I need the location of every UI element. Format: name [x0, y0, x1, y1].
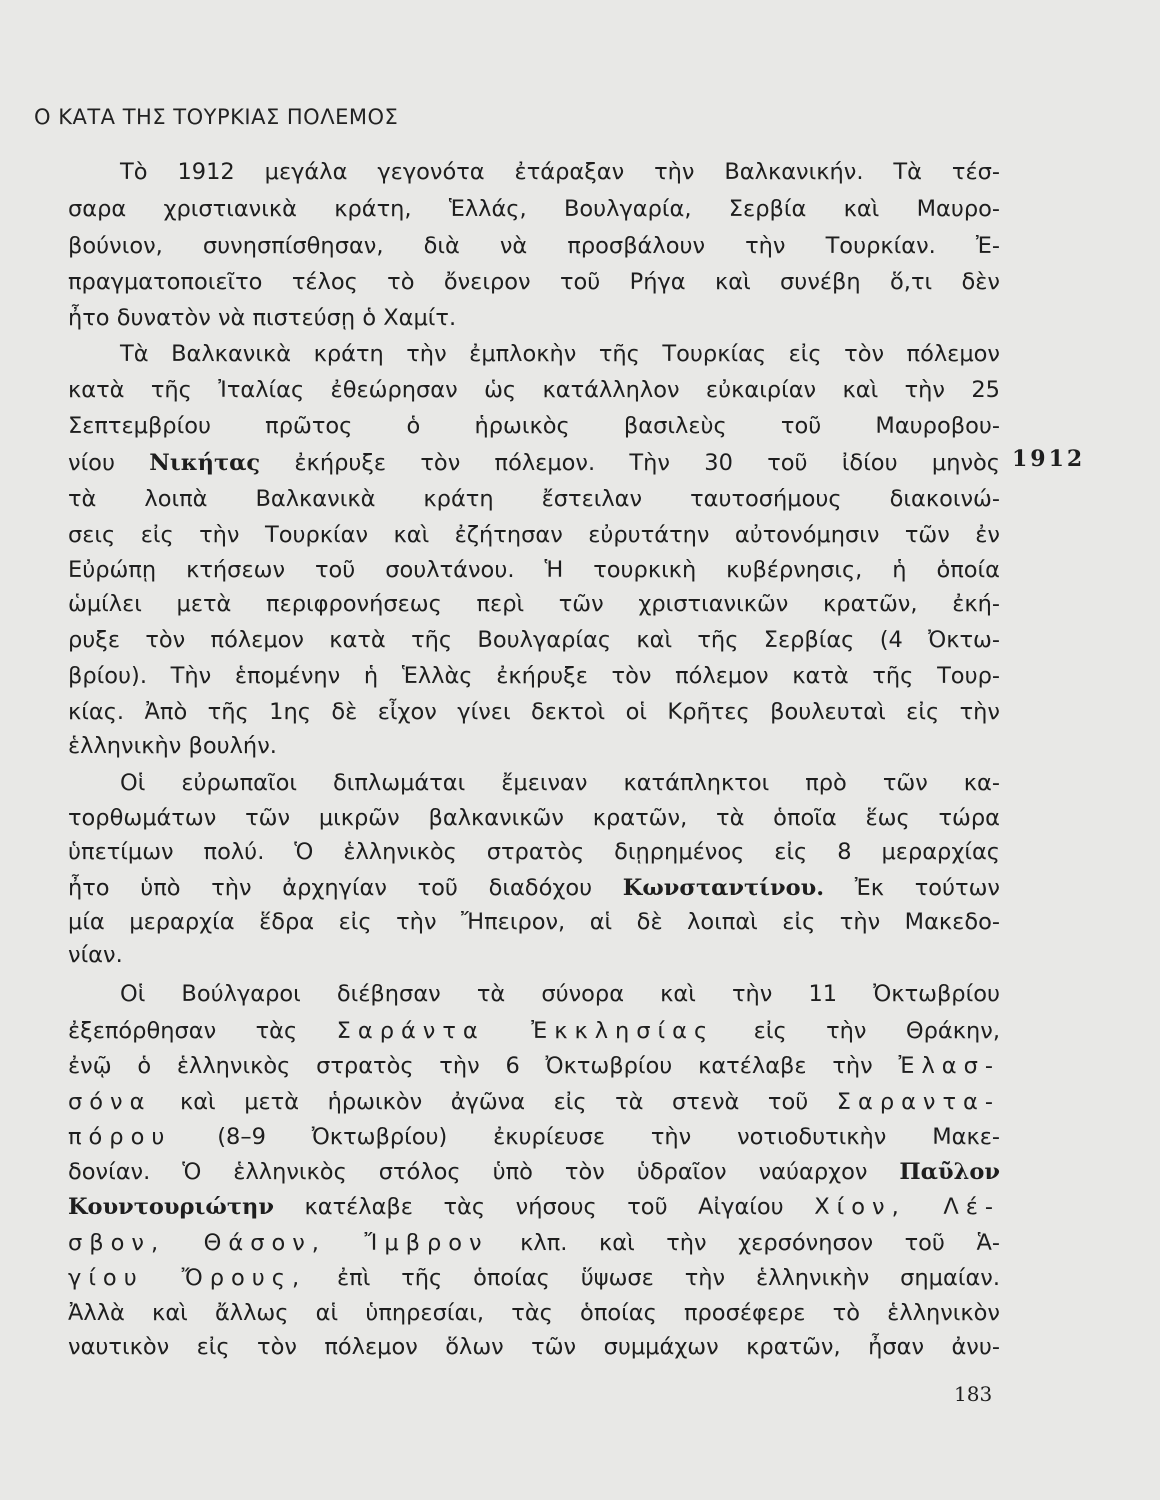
- page-number: 183: [954, 1382, 993, 1406]
- text-line: [68, 731, 1000, 761]
- text-line: [68, 520, 1000, 550]
- spaced-text: Χίον, Λέ-: [814, 1194, 1000, 1220]
- text-segment: νίου: [68, 450, 150, 476]
- text-segment: ἦτο ὑπὸ τὴν ἀρχηγίαν τοῦ διαδόχου: [68, 875, 623, 901]
- text-line: [68, 231, 1000, 261]
- text-line: [120, 339, 1000, 369]
- text-line: [68, 1157, 1000, 1187]
- text-line: [68, 1228, 1000, 1258]
- text-segment: ἦτο δυνατὸν νὰ πιστεύσῃ ὁ Χαμίτ.: [68, 305, 457, 331]
- text-segment: πραγματοποιεῖτο τέλος τὸ ὄνειρον τοῦ Ρήγα καὶ συνέβη ὅ,τι δὲν: [68, 269, 1000, 295]
- text-line: [68, 411, 1000, 441]
- text-line: [68, 837, 1000, 867]
- text-segment: Οἱ εὐρωπαῖοι διπλωμάται ἔμειναν κατάπληκτοι πρὸ τῶν κα-: [120, 770, 1000, 796]
- text-line: [68, 484, 1000, 514]
- text-segment: βούνιον, συνησπίσθησαν, διὰ νὰ προσβάλουν τὴν Τουρκίαν. Ἐ-: [68, 233, 1000, 259]
- text-line: [68, 803, 1000, 833]
- text-segment: τορθωμάτων τῶν μικρῶν βαλκανικῶν κρατῶν, τὰ ὁποῖα ἕως τώρα: [68, 805, 1000, 831]
- text-segment: ὑπετίμων πολύ. Ὁ ἑλληνικὸς στρατὸς διῃρημένος εἰς 8 μεραρχίας: [68, 839, 1000, 865]
- text-line: [68, 1122, 1000, 1152]
- bold-name: Νικήτας: [149, 450, 261, 476]
- text-line: [68, 1298, 1000, 1328]
- spaced-text: Σαράντα Ἐκκλησίας: [336, 1018, 715, 1044]
- margin-year-note: 1912: [1012, 446, 1086, 472]
- text-line: [120, 979, 1000, 1009]
- text-line: [68, 267, 1000, 297]
- text-line: [68, 589, 1000, 619]
- text-segment: κατὰ τῆς Ἰταλίας ἐθεώρησαν ὡς κατάλληλον εὐκαιρίαν καὶ τὴν 25: [68, 377, 1000, 403]
- text-segment: μία μεραρχία ἕδρα εἰς τὴν Ἤπειρον, αἱ δὲ λοιπαὶ εἰς τὴν Μακεδο-: [68, 909, 1000, 935]
- text-segment: Ἐκ τούτων: [824, 875, 1000, 901]
- text-segment: Ἀλλὰ καὶ ἄλλως αἱ ὑπηρεσίαι, τὰς ὁποίας προσέφερε τὸ ἑλληνικὸν: [68, 1300, 1000, 1326]
- bold-name: Κουντουριώτην: [68, 1194, 274, 1220]
- text-segment: κατέλαβε τὰς νήσους τοῦ Αἰγαίου: [273, 1194, 815, 1220]
- text-line: [68, 1332, 1000, 1362]
- spaced-text: σόνα: [68, 1089, 152, 1115]
- text-segment: σεις εἰς τὴν Τουρκίαν καὶ ἐζήτησαν εὐρυτάτην αὐτονόμησιν τῶν ἐν: [68, 522, 1000, 548]
- text-segment: ἐνῷ ὁ ἑλληνικὸς στρατὸς τὴν 6 Ὀκτωβρίου κατέλαβε τὴν: [68, 1053, 899, 1079]
- text-segment: κίας. Ἀπὸ τῆς 1ης δὲ εἶχον γίνει δεκτοὶ οἱ Κρῆτες βουλευταὶ εἰς τὴν: [68, 699, 1000, 725]
- text-segment: ναυτικὸν εἰς τὸν πόλεμον ὅλων τῶν συμμάχων κρατῶν, ἦσαν ἀνυ-: [68, 1334, 1000, 1360]
- text-segment: Εὐρώπῃ κτήσεων τοῦ σουλτάνου. Ἡ τουρκικὴ κυβέρνησις, ἡ ὁποία: [68, 557, 1000, 583]
- text-line: [68, 907, 1000, 937]
- text-line: [120, 768, 1000, 798]
- text-segment: τὰ λοιπὰ Βαλκανικὰ κράτη ἔστειλαν ταυτοσήμους διακοινώ-: [68, 486, 1000, 512]
- text-segment: ἑλληνικὴν βουλήν.: [68, 733, 277, 759]
- text-line: [68, 194, 1000, 224]
- text-line: [68, 448, 1000, 478]
- text-segment: ὡμίλει μετὰ περιφρονήσεως περὶ τῶν χριστιανικῶν κρατῶν, ἐκή-: [68, 591, 1000, 617]
- text-line: [68, 625, 1000, 655]
- text-segment: Τὰ Βαλκανικὰ κράτη τὴν ἐμπλοκὴν τῆς Τουρκίας εἰς τὸν πόλεμον: [120, 341, 1000, 367]
- text-segment: νίαν.: [68, 942, 123, 968]
- text-segment: βρίου). Τὴν ἑπομένην ἡ Ἑλλὰς ἐκήρυξε τὸν πόλεμον κατὰ τῆς Τουρ-: [68, 663, 1000, 689]
- text-segment: (8–9 Ὀκτωβρίου) ἐκυρίευσε τὴν νοτιοδυτικὴν Μακε-: [171, 1124, 1000, 1150]
- spaced-text: Ἐλασ-: [898, 1053, 1000, 1079]
- text-segment: ρυξε τὸν πόλεμον κατὰ τῆς Βουλγαρίας καὶ τῆς Σερβίας (4 Ὀκτω-: [68, 627, 1000, 653]
- text-segment: ἐξεπόρθησαν τὰς: [68, 1018, 337, 1044]
- spaced-text: γίου Ὄρους,: [68, 1265, 307, 1291]
- text-line: [68, 1263, 1000, 1293]
- text-line: [68, 555, 1000, 585]
- bold-name: Κωνσταντίνου.: [622, 875, 825, 901]
- text-segment: σαρα χριστιανικὰ κράτη, Ἑλλάς, Βουλγαρία, Σερβία καὶ Μαυρο-: [68, 196, 1000, 222]
- text-line: [68, 1051, 1000, 1081]
- text-segment: ἐπὶ τῆς ὁποίας ὕψωσε τὴν ἑλληνικὴν σημαίαν.: [306, 1265, 1000, 1291]
- text-line: [68, 661, 1000, 691]
- spaced-text: πόρου: [68, 1124, 172, 1150]
- text-line: [68, 303, 1000, 333]
- text-segment: δονίαν. Ὁ ἑλληνικὸς στόλος ὑπὸ τὸν ὑδραῖον ναύαρχον: [68, 1159, 900, 1185]
- text-line: [68, 1087, 1000, 1117]
- text-segment: Σεπτεμβρίου πρῶτος ὁ ἡρωικὸς βασιλεὺς τοῦ Μαυροβου-: [68, 413, 1000, 439]
- text-line: [68, 940, 1000, 970]
- text-line: [68, 697, 1000, 727]
- text-segment: ἐκήρυξε τὸν πόλεμον. Τὴν 30 τοῦ ἰδίου μηνὸς: [260, 450, 1000, 476]
- bold-name: Παῦλον: [899, 1159, 1000, 1185]
- text-line: [120, 157, 1000, 187]
- text-line: [68, 1192, 1000, 1222]
- text-segment: Τὸ 1912 μεγάλα γεγονότα ἐτάραξαν τὴν Βαλκανικήν. Τὰ τέσ-: [120, 159, 1000, 185]
- text-line: [68, 375, 1000, 405]
- text-line: [68, 873, 1000, 903]
- spaced-text: σβον, Θάσον, Ἴμβρον: [68, 1230, 489, 1256]
- text-segment: Οἱ Βούλγαροι διέβησαν τὰ σύνορα καὶ τὴν 11 Ὀκτωβρίου: [120, 981, 1000, 1007]
- text-segment: καὶ μετὰ ἡρωικὸν ἀγῶνα εἰς τὰ στενὰ τοῦ: [151, 1089, 837, 1115]
- text-line: [68, 1016, 1000, 1046]
- running-header: Ο ΚΑΤΑ ΤΗΣ ΤΟΥΡΚΙΑΣ ΠΟΛΕΜΟΣ: [34, 105, 399, 129]
- text-segment: κλπ. καὶ τὴν χερσόνησον τοῦ Ἁ-: [488, 1230, 1001, 1256]
- spaced-text: Σαραντα-: [836, 1089, 1000, 1115]
- text-segment: εἰς τὴν Θράκην,: [714, 1018, 1000, 1044]
